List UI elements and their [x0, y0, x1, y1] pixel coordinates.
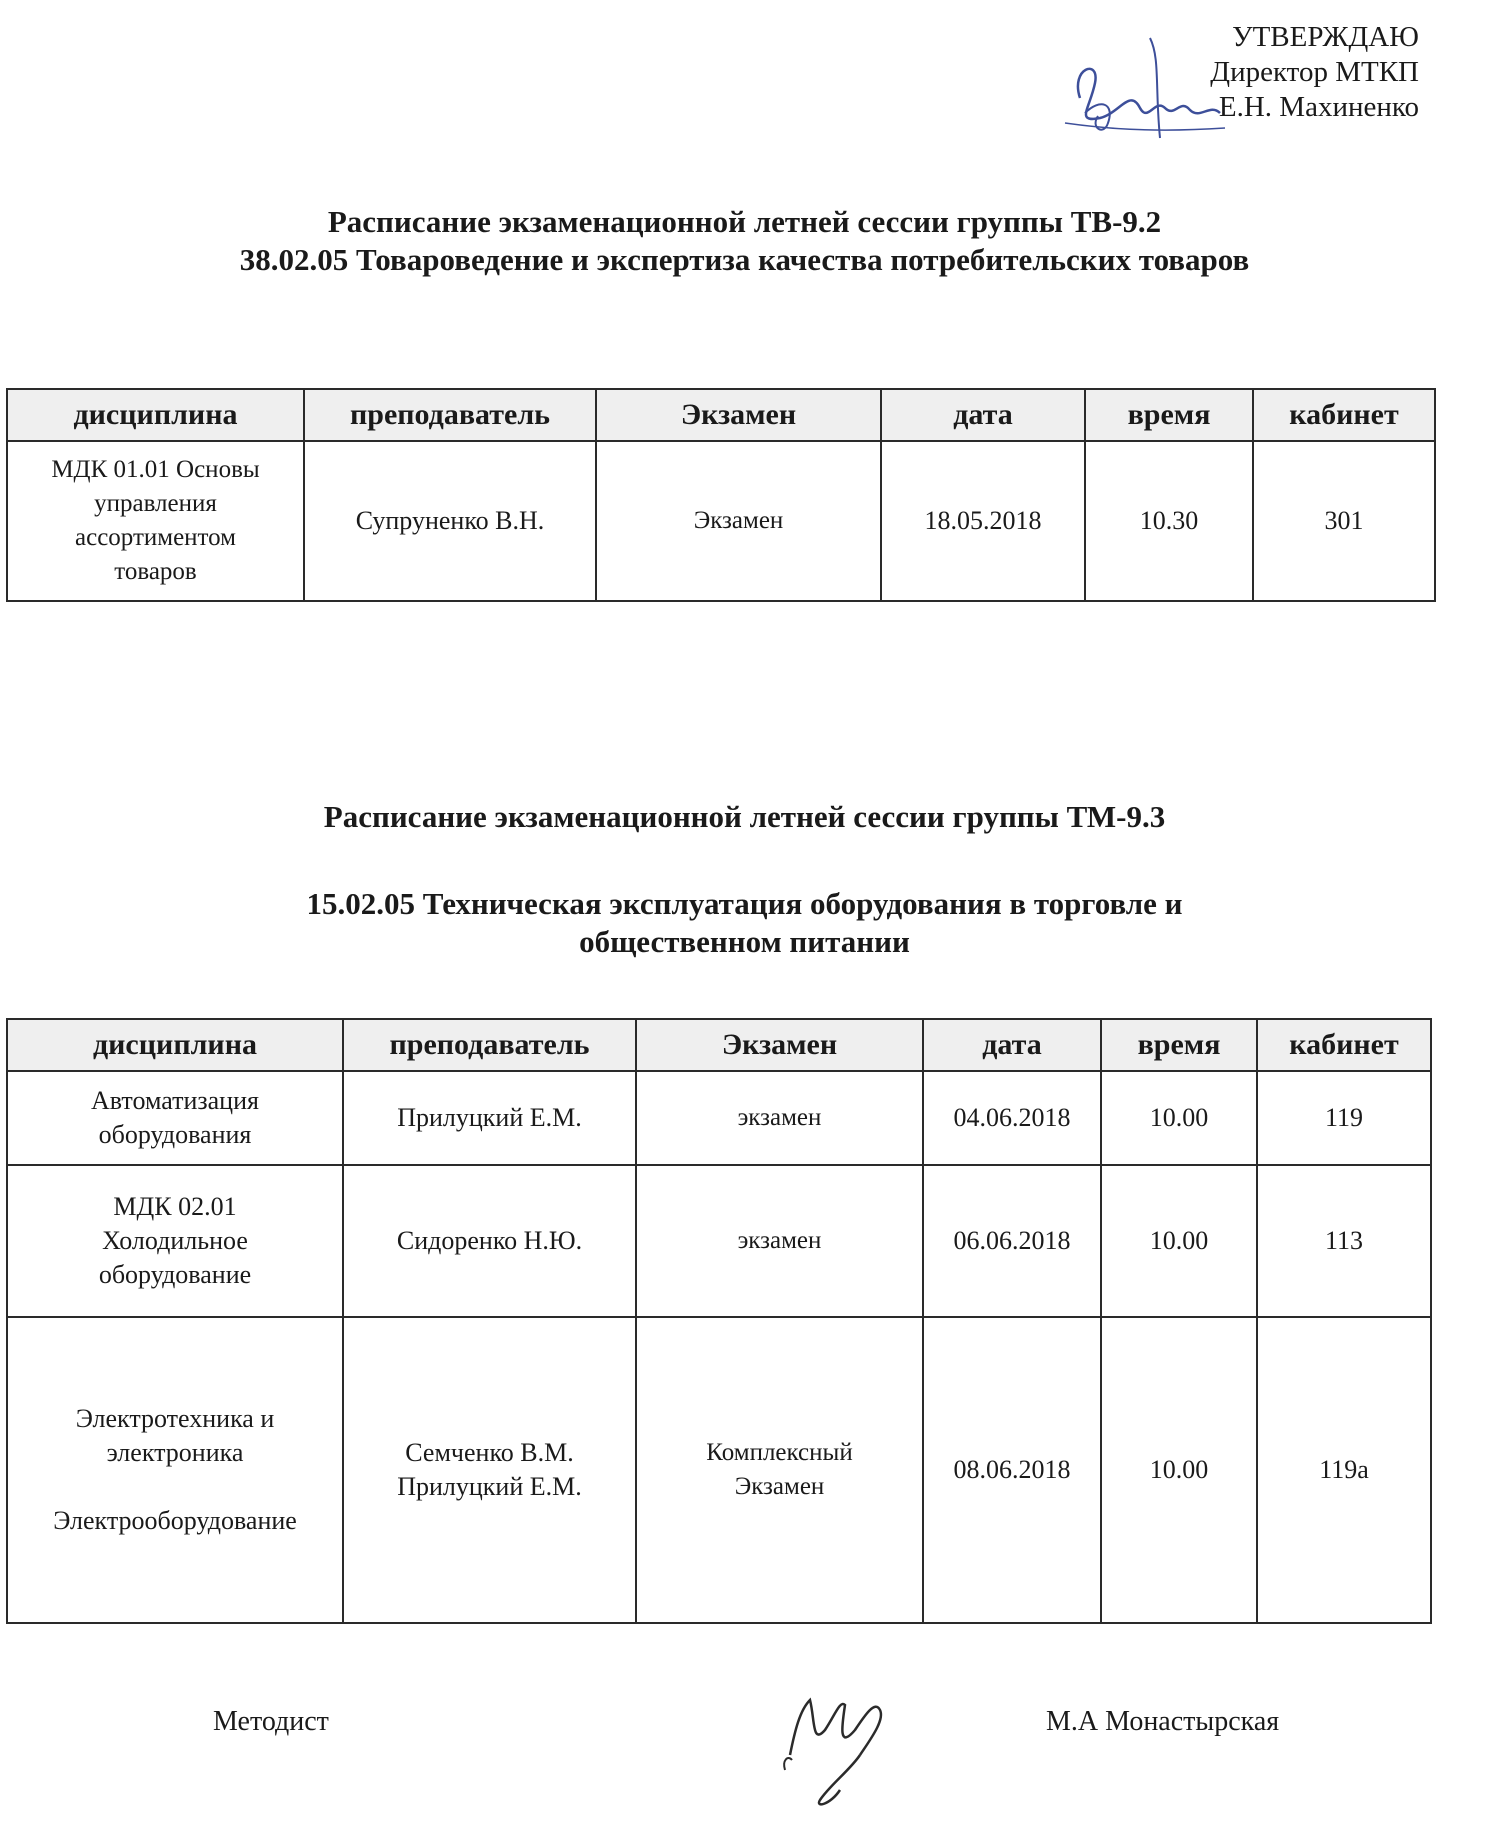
discipline-line: Холодильное: [102, 1226, 248, 1255]
exam-cell: [636, 1071, 923, 1165]
discipline-line: оборудование: [98, 1260, 252, 1289]
header-teacher: преподаватель: [304, 389, 596, 441]
discipline-line: Электрооборудование: [53, 1506, 297, 1535]
schedule2-subtitle: [0, 885, 1489, 961]
discipline-line: ассортиментом: [75, 524, 236, 551]
discipline-line: МДК 01.01 Основы: [51, 456, 260, 483]
discipline-cell: [7, 1071, 343, 1165]
time-cell: 10.30: [1085, 441, 1253, 601]
discipline-cell: [7, 1317, 343, 1623]
schedule2-title: [0, 798, 1489, 836]
schedule2-title-line2: 15.02.05 Техническая эксплуатация оборудования в торговле и: [306, 886, 1183, 921]
schedule2-title-line1: Расписание экзаменационной летней сессии группы ТМ-9.3: [323, 799, 1166, 834]
teacher-line: Семченко В.М.: [405, 1438, 574, 1467]
header-time: время: [1101, 1019, 1257, 1071]
methodist-signature: [770, 1660, 930, 1810]
table-row: [7, 1317, 1431, 1623]
teacher-cell: [343, 1165, 636, 1317]
teacher-line: Прилуцкий Е.М.: [397, 1472, 582, 1501]
discipline-line: МДК 02.01: [113, 1192, 237, 1221]
room-cell: 301: [1253, 441, 1435, 601]
approval-heading: УТВЕРЖДАЮ: [1232, 21, 1419, 53]
table-header-row: [7, 1019, 1431, 1071]
exam-line: Экзамен: [734, 1473, 825, 1500]
date-cell: 18.05.2018: [881, 441, 1085, 601]
date-cell: 06.06.2018: [923, 1165, 1101, 1317]
exam-cell: Экзамен: [596, 441, 881, 601]
exam-cell: [636, 1317, 923, 1623]
discipline-line: товаров: [114, 558, 197, 585]
discipline-gap: [12, 1470, 338, 1504]
header-exam: Экзамен: [596, 389, 881, 441]
date-cell: 08.06.2018: [923, 1317, 1101, 1623]
time-cell: 10.00: [1101, 1071, 1257, 1165]
header-discipline: дисциплина: [7, 389, 304, 441]
table-header-row: [7, 389, 1435, 441]
discipline-line: Электротехника и: [75, 1404, 275, 1433]
teacher-line: Сидоренко Н.Ю.: [396, 1226, 583, 1255]
room-cell: 119: [1257, 1071, 1431, 1165]
exam-line: Комплексный: [706, 1439, 853, 1466]
header-teacher: преподаватель: [343, 1019, 636, 1071]
director-signature: [1060, 28, 1230, 148]
schedule2-table: [6, 1018, 1432, 1624]
date-cell: 04.06.2018: [923, 1071, 1101, 1165]
teacher-line: Прилуцкий Е.М.: [397, 1103, 582, 1132]
discipline-cell: [7, 441, 304, 601]
discipline-line: Автоматизация: [91, 1086, 259, 1115]
header-date: дата: [923, 1019, 1101, 1071]
teacher-cell: [343, 1317, 636, 1623]
room-cell: 119а: [1257, 1317, 1431, 1623]
header-discipline: дисциплина: [7, 1019, 343, 1071]
header-room: кабинет: [1257, 1019, 1431, 1071]
approval-name: Е.Н. Махиненко: [1218, 91, 1419, 123]
methodist-name: М.А Монастырская: [1046, 1706, 1280, 1737]
header-exam: Экзамен: [636, 1019, 923, 1071]
teacher-cell: [343, 1071, 636, 1165]
header-time: время: [1085, 389, 1253, 441]
exam-line: экзамен: [737, 1227, 822, 1254]
discipline-line: электроника: [106, 1438, 244, 1467]
discipline-cell: [7, 1165, 343, 1317]
header-room: кабинет: [1253, 389, 1435, 441]
schedule1-title-line1: Расписание экзаменационной летней сессии группы ТВ-9.2: [327, 204, 1162, 239]
schedule1-title-line2: 38.02.05 Товароведение и экспертиза качества потребительских товаров: [239, 242, 1250, 277]
room-cell: 113: [1257, 1165, 1431, 1317]
header-date: дата: [881, 389, 1085, 441]
discipline-line: управления: [94, 490, 217, 517]
schedule1-table: [6, 388, 1436, 602]
exam-line: экзамен: [737, 1104, 822, 1131]
exam-cell: [636, 1165, 923, 1317]
approval-position: Директор МТКП: [1210, 56, 1419, 88]
time-cell: 10.00: [1101, 1317, 1257, 1623]
table-row: [7, 1071, 1431, 1165]
schedule1-title: [0, 203, 1489, 279]
methodist-label: Методист: [213, 1706, 329, 1737]
table-row: [7, 441, 1435, 601]
teacher-cell: Супруненко В.Н.: [304, 441, 596, 601]
table-row: [7, 1165, 1431, 1317]
approval-block: [1210, 20, 1419, 125]
time-cell: 10.00: [1101, 1165, 1257, 1317]
discipline-line: оборудования: [98, 1120, 252, 1149]
schedule2-title-line3: общественном питании: [579, 924, 910, 959]
